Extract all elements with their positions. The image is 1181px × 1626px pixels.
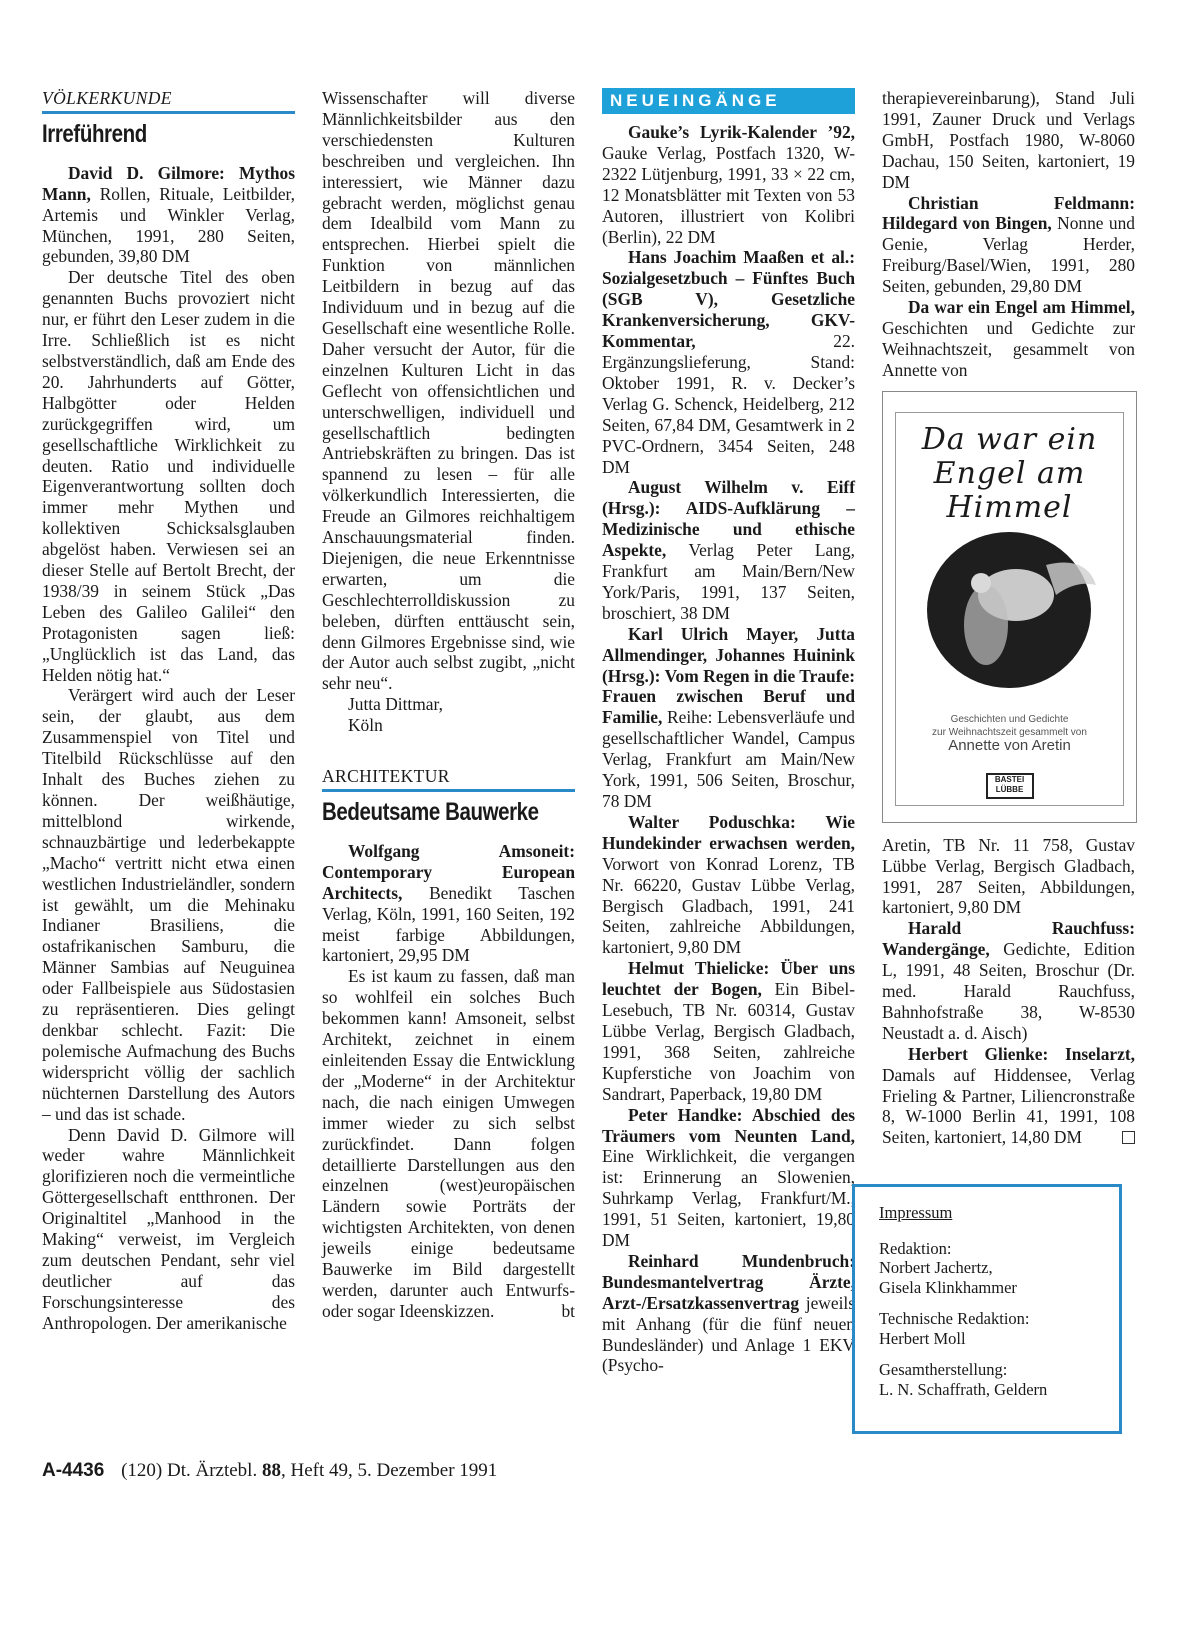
book-details: Benedikt Taschen Verlag, Köln, 1991, 160 Seiten, 192 meist farbige Abbildungen, kartoniert, 29,95 DM	[322, 882, 575, 966]
publisher-logo: BASTEI LÜBBE	[986, 773, 1034, 799]
book-cover-image	[882, 391, 1137, 823]
article-paragraph: Wissenschafter will diverse Männlichkeitsbilder aus den verschiedensten Kulturen beschreiben und vergleichen. Ihn interessiert, wie Männer dazu gebracht werden, möglichst genau dem Idealbild vom Mann zu entsprechen. Hierbei spielt die Funktion von männlichen Leitbildern in bezug auf das Individuum und in bezug auf die Gesellschaft eine wesentliche Rolle. Daher versucht der Autor, für die einzelnen Kulturen Licht in das Geflecht von offensichtlichen und unterschwelligen, individuell und gesellschaftlich bedingten Antriebskräften zu bringen. Das ist spannend zu lesen – für alle völkerkundlich Interessierten, die Freude an Gilmores reichhaltigem Anschauungsmaterial finden. Diejenigen, die neue Erkenntnisse erwarten, um die Geschlechterrolldiskussion zu beleben, dürften enttäuscht sein, denn Gilmores Ergebnisse sind, wie der Autor auch selbst zugibt, „nicht sehr neu“.	[322, 88, 575, 694]
angel-illustration	[896, 525, 1123, 695]
cover-author: Annette von Aretin	[948, 736, 1071, 754]
column-3	[602, 88, 855, 1376]
article-paragraph: Es ist kaum zu fassen, daß man so wohlfeil ein solches Buch bekommen kann! Amsoneit, selbst Architekt, zeichnet in einem einleitenden Essay die Entwicklung der „Moderne“ in der Architektur nach, die nach einigen Umwegen immer wieder zu sich selbst zurückfindet. Dann folgen detaillierte Darstellungen aus den einzelnen (west)europäischen Ländern sowie Porträts der wichtigsten Architekten, von denen jeweils einige bedeutsame Bauwerke im Bild dargestellt werden, darunter auch Entwurfs- oder sogar Ideenskizzen. bt	[322, 966, 575, 1321]
end-mark-icon	[1122, 1131, 1135, 1144]
article-headline: Irreführend	[42, 119, 147, 148]
list-item: Reinhard Mundenbruch: Bundesmantelvertrag Ärzte, Arzt-/Ersatzkassenvertrag jeweils mit Anhang (für die fünf neuen Bundesländer) und Anlage 1 EKV (Psycho-	[602, 1250, 855, 1376]
book-author: Wolfgang Amsoneit: Contemporary European Architects,	[322, 840, 575, 903]
list-item: Helmut Thielicke: Über uns leuchtet der Bogen, Ein Bibel-Lesebuch, TB Nr. 60314, Gustav Lübbe Verlag, Bergisch Gladbach, 1991, 368 Seiten, zahlreiche Kupferstiche von Joachim von Sandrart, Paperback, 19,80 DM	[602, 958, 855, 1104]
cover-subtitle: Geschichten und Gedichte zur Weihnachtszeit gesammelt von Annette von Aretin	[896, 713, 1123, 752]
section-rubric: ARCHITEKTUR	[322, 766, 575, 792]
article-headline: Bedeutsame Bauwerke	[322, 798, 539, 826]
column-4	[882, 88, 1135, 1148]
cover-title: Da war ein Engel am Himmel	[921, 421, 1098, 525]
author-signature: Jutta Dittmar,	[348, 694, 443, 715]
article-paragraph: Denn David D. Gilmore will weder wahre Männlichkeit glorifizieren noch die vermeintliche Göttergesellschaft entthronen. Der Originaltitel „Manhood in the Making“ verweist, im Vergleich zum deutschen Pendant, sehr viel deutlicher auf das Forschungsinteresse des Anthropologen. Der amerikanische	[42, 1124, 295, 1333]
new-arrivals-band: NEUEINGÄNGE	[602, 88, 855, 114]
impressum-technical: Technische Redaktion: Herbert Moll	[879, 1309, 1030, 1348]
column-1	[42, 88, 295, 1334]
book-reference	[322, 841, 575, 966]
list-item: Karl Ulrich Mayer, Jutta Allmendinger, Johannes Huinink (Hrsg.): Vom Regen in die Traufe: Frauen zwischen Beruf und Familie, Reihe: Lebensverläufe und gesellschaftlicher Wandel, Campus Verlag, Frankfurt am Main/New York, 1991, 506 Seiten, Broschur, 78 DM	[602, 623, 855, 811]
entry-continuation: Aretin, TB Nr. 11 758, Gustav Lübbe Verlag, Bergisch Gladbach, 1991, 287 Seiten, Abbildungen, kartoniert, 9,80 DM	[882, 834, 1135, 918]
impressum-production: Gesamtherstellung: L. N. Schaffrath, Geldern	[879, 1360, 1048, 1399]
new-arrivals-list	[602, 122, 855, 1376]
article-paragraph: Verärgert wird auch der Leser sein, der glaubt, aus dem Zusammenspiel von Titel und Titelbild Rückschlüsse auf den Inhalt des Buches ziehen zu können. Der weißhäutige, mittelblond wirkende, schnauzbärtige und lederbekappte „Macho“ vertritt nicht etwa einen westlichen Industrieländler, sondern ist gewählt, um die Mehinaku Indianer Brasiliens, die ostafrikanischen Samburu, die Männer Sambias auf Neuguinea oder Fallbeispiele aus Südostasien zu repräsentieren. Dies gelingt denkbar schlecht. Fazit: Die polemische Aufmachung des Buchs widerspricht völlig der sachlich nüchternen Darstellung des Autors – und das ist schade.	[42, 685, 295, 1124]
impressum-heading: Impressum	[879, 1203, 953, 1222]
list-item: August Wilhelm v. Eiff (Hrsg.): AIDS-Aufklärung – Medizinische und ethische Aspekte, Verlag Peter Lang, Frankfurt am Main/Bern/New York/Paris, 1991, 137 Seiten, broschiert, 38 DM	[602, 477, 855, 623]
list-item: Peter Handke: Abschied des Träumers vom Neunten Land, Eine Wirklichkeit, die vergangen ist: Erinnerung an Slowenien, Suhrkamp Verlag, Frankfurt/M., 1991, 51 Seiten, kartoniert, 19,80 DM	[602, 1104, 855, 1251]
impressum-editors: Redaktion: Norbert Jachertz, Gisela Klinkhammer	[879, 1238, 1017, 1297]
entry-continuation: therapievereinbarung), Stand Juli 1991, Zauner Druck und Verlags GmbH, Postfach 1980, W-8060 Dachau, 150 Seiten, kartoniert, 19 DM	[882, 88, 1135, 192]
article-paragraph: Der deutsche Titel des oben genannten Buchs provoziert nicht nur, er führt den Leser zudem in die Irre. Schließlich ist es nicht selbstverständlich, daß am Ende des 20. Jahrhunderts auf Götter, Halbgötter oder Helden zurückgegriffen wird, um gesellschaftliche Wirklichkeit zu deuten. Ratio und individuelle Eigenverantwortung sollten doch immer mehr Mythen und kollektiven Schicksalsglauben abgelöst haben. Verwiesen sei an dieser Stelle auf Bertolt Brecht, der 1938/39 in seinem Stück „Das Leben des Galileo Galilei“ den Protagonisten sagen ließ: „Unglücklich ist das Land, das Helden nötig hat.“	[42, 267, 295, 685]
list-item: Herbert Glienke: Inselarzt, Damals auf Hiddensee, Verlag Frieling & Partner, Liliencronstraße 8, W-1000 Berlin 41, 1991, 108 Seiten, kartoniert, 14,80 DM	[882, 1043, 1135, 1148]
page-footer	[42, 1460, 497, 1482]
author-city: Köln	[348, 715, 383, 736]
list-item: Gauke’s Lyrik-Kalender ’92, Gauke Verlag, Postfach 1320, W-2322 Lütjenburg, 1991, 33 × 22 cm, 12 Monatsblätter mit Texten von 53 Autoren, illustriert von Kolibri (Berlin), 22 DM	[602, 122, 855, 247]
list-item: Da war ein Engel am Himmel, Geschichten und Gedichte zur Weihnachtszeit, gesammelt von Annette von	[882, 297, 1135, 380]
column-2	[322, 88, 575, 1322]
author-initials: bt	[561, 1300, 575, 1321]
page-number: A-4436	[42, 1460, 105, 1481]
issue-date: , Heft 49, 5. Dezember 1991	[280, 1460, 498, 1481]
book-details: Rollen, Rituale, Leitbilder, Artemis und Winkler Verlag, München, 1991, 280 Seiten, gebunden, 39,80 DM	[42, 183, 295, 267]
list-item: Harald Rauchfuss: Wandergänge, Gedichte, Edition L, 1991, 48 Seiten, Broschur (Dr. med. Harald Rauchfuss, Bahnhofstraße 38, W-8530 Neustadt a. d. Aisch)	[882, 918, 1135, 1043]
section-rubric: VÖLKERKUNDE	[42, 88, 295, 114]
list-item: Walter Poduschka: Wie Hundekinder erwachsen werden, Vorwort von Konrad Lorenz, TB Nr. 66220, Gustav Lübbe Verlag, Bergisch Gladbach, 1991, 241 Seiten, zahlreiche Abbildungen, kartoniert, 9,80 DM	[602, 811, 855, 958]
list-item: Christian Feldmann: Hildegard von Bingen, Nonne und Genie, Verlag Herder, Freiburg/Basel/Wien, 1991, 280 Seiten, gebunden, 29,80 DM	[882, 192, 1135, 297]
list-item: Hans Joachim Maaßen et al.: Sozialgesetzbuch – Fünftes Buch (SGB V), Gesetzliche Krankenversicherung, GKV-Kommentar, 22. Ergänzungslieferung, Stand: Oktober 1991, R. v. Decker’s Verlag G. Schenck, Heidelberg, 212 Seiten, 67,84 DM, Gesamtwerk in 2 PVC-Ordnern, 3454 Seiten, 248 DM	[602, 247, 855, 477]
book-author: David D. Gilmore: Mythos Mann,	[42, 162, 295, 204]
issue-prefix: (120) Dt. Ärztebl.	[121, 1460, 258, 1481]
impressum-box	[852, 1184, 1122, 1434]
book-reference	[42, 163, 295, 268]
volume-number: 88	[261, 1460, 281, 1481]
